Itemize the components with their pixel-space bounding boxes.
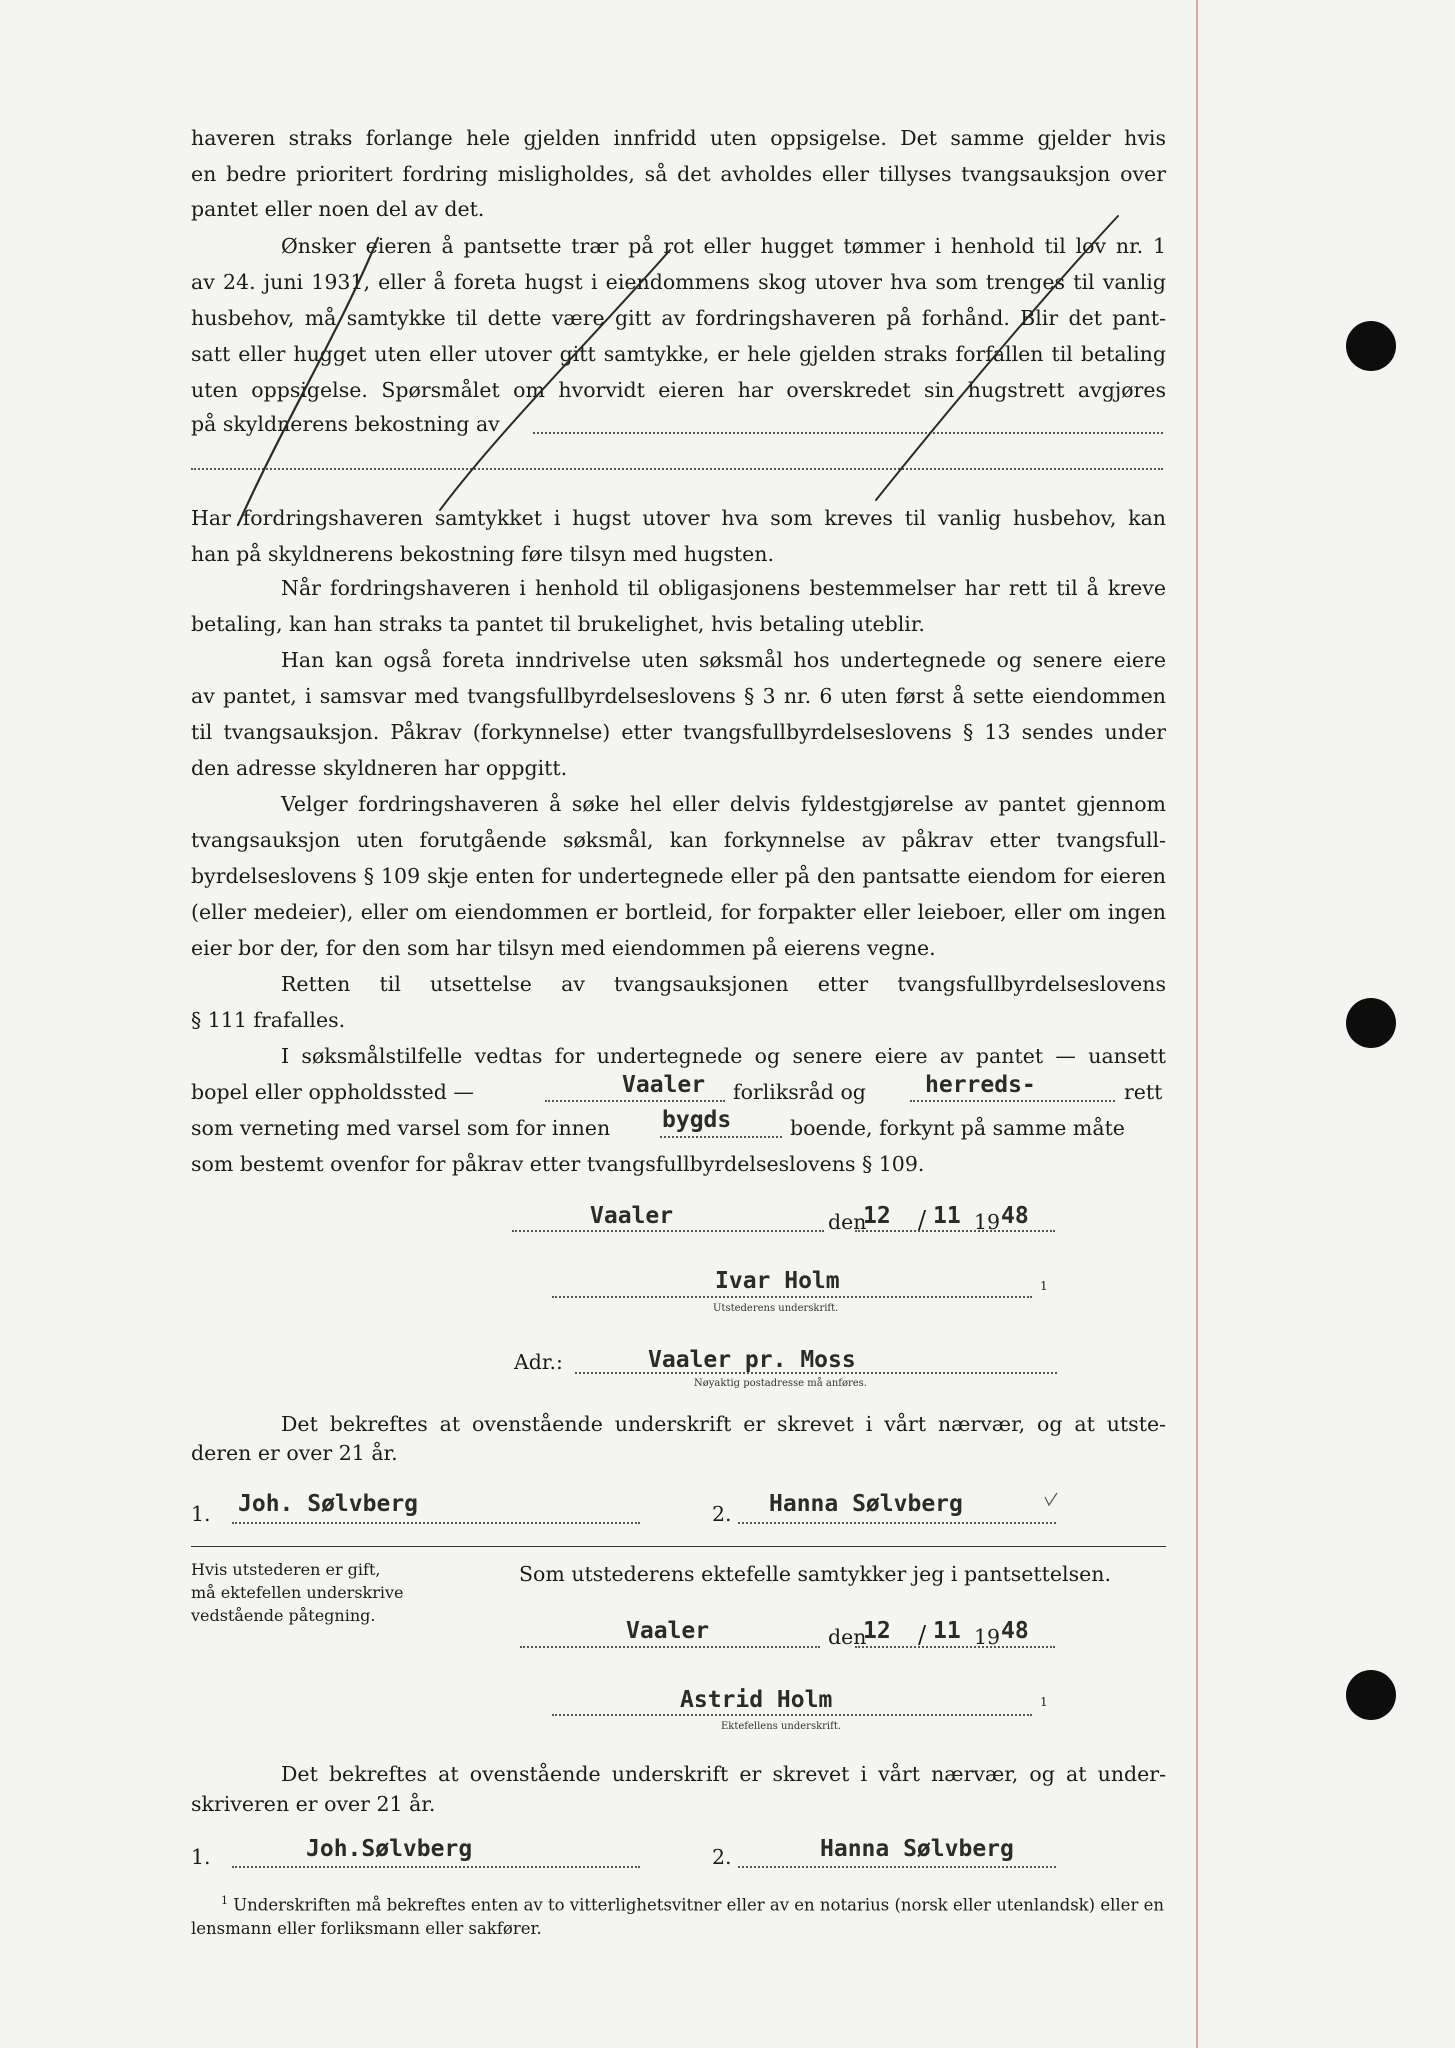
spouse-note-line: må ektefellen underskrive <box>191 1583 404 1602</box>
body-line: den adresse skyldneren har oppgitt. <box>191 756 568 780</box>
address-caption: Nøyaktig postadresse må anføres. <box>694 1378 867 1389</box>
witness-text: skriveren er over 21 år. <box>191 1792 436 1816</box>
body-line: han på skyldnerens bekostning føre tilsyn med hugsten. <box>191 542 774 566</box>
typed-year: 48 <box>1001 1618 1029 1644</box>
issuer-name: Ivar Holm <box>715 1268 840 1294</box>
body-line: Retten til utsettelse av tvangsauksjonen etter tvangsfullbyrdelseslovens <box>281 972 1166 996</box>
typed-year: 48 <box>1001 1203 1029 1229</box>
typed-day: 12 <box>863 1203 891 1229</box>
typed-place: Vaaler <box>626 1618 710 1644</box>
typed-court-type: herreds- <box>925 1072 1036 1098</box>
body-line: av 24. juni 1931, eller å foreta hugst i eiendommens skog utover hva som trenges til vanlig <box>191 270 1166 294</box>
body-line: byrdelseslovens § 109 skje enten for undertegnede eller på den pantsatte eiendom for eieren <box>191 864 1166 888</box>
body-line: Har fordringshaveren samtykket i hugst utover hva som kreves til vanlig husbehov, kan <box>191 506 1166 530</box>
typed-month: 11 <box>933 1618 961 1644</box>
witness-name: Joh. Sølvberg <box>238 1491 419 1517</box>
spouse-caption: Ektefellens underskrift. <box>721 1721 842 1732</box>
witness-text: deren er over 21 år. <box>191 1441 398 1465</box>
body-line: på skyldnerens bekostning av <box>191 412 500 436</box>
spouse-note-line: Hvis utstederen er gift, <box>191 1560 381 1579</box>
witness-name: Hanna Sølvberg <box>820 1836 1014 1862</box>
body-line: pantet eller noen del av det. <box>191 197 485 221</box>
footnote-mark: 1 <box>1040 1279 1048 1293</box>
spouse-name: Astrid Holm <box>680 1687 833 1713</box>
date-slash: / <box>918 1621 927 1649</box>
year-prefix: 19 <box>974 1625 1001 1649</box>
typed-place: Vaaler <box>590 1203 674 1229</box>
body-line: § 111 frafalles. <box>191 1008 346 1032</box>
body-line: satt eller hugget uten eller utover gitt samtykke, er hele gjelden straks forfallen til betaling <box>191 342 1166 366</box>
witness-text: Det bekreftes at ovenstående underskrift er skrevet i vårt nærvær, og at utste- <box>281 1412 1166 1436</box>
spouse-note-line: vedstående påtegning. <box>191 1606 376 1625</box>
body-line: av pantet, i samsvar med tvangsfullbyrdelseslovens § 3 nr. 6 uten først å sette eiendommen <box>191 684 1166 708</box>
venue-text: rett <box>1124 1080 1163 1104</box>
typed-bygd: bygds <box>662 1107 732 1133</box>
typed-month: 11 <box>933 1203 961 1229</box>
venue-text: som bestemt ovenfor for påkrav etter tvangsfullbyrdelseslovens § 109. <box>191 1152 925 1176</box>
footnote-mark: 1 <box>1040 1695 1048 1709</box>
date-label: den <box>828 1625 867 1649</box>
body-line: betaling, kan han straks ta pantet til brukelighet, hvis betaling uteblir. <box>191 612 925 636</box>
witness-number: 1. <box>191 1502 211 1526</box>
venue-text: forliksråd og <box>733 1080 866 1104</box>
body-line: (eller medeier), eller om eiendommen er bortleid, for forpakter eller leieboer, eller om ingen <box>191 900 1166 924</box>
body-line: haveren straks forlange hele gjelden innfridd uten oppsigelse. Det samme gjelder hvis <box>191 126 1166 150</box>
body-line: Velger fordringshaveren å søke hel eller delvis fyldestgjørelse av pantet gjennom <box>281 792 1166 816</box>
witness-number: 2. <box>712 1502 732 1526</box>
witness-text: Det bekreftes at ovenstående underskrift er skrevet i vårt nærvær, og at under- <box>281 1762 1166 1786</box>
venue-text: boende, forkynt på samme måte <box>790 1116 1125 1140</box>
witness-number: 2. <box>712 1845 732 1869</box>
typed-day: 12 <box>863 1618 891 1644</box>
body-line: uten oppsigelse. Spørsmålet om hvorvidt eieren har overskredet sin hugstrett avgjøres <box>191 378 1166 402</box>
body-line: Når fordringshaveren i henhold til obligasjonens bestemmelser har rett til å kreve <box>281 576 1166 600</box>
witness-number: 1. <box>191 1845 211 1869</box>
typed-address: Vaaler pr. Moss <box>648 1347 856 1373</box>
year-prefix: 19 <box>974 1210 1001 1234</box>
footnote-text: Underskriften må bekreftes enten av to vitterlighetsvitner eller av en notarius (norsk eller utenlandsk) eller en lensmann eller forliksmann eller sakfører. <box>191 1895 1164 1939</box>
body-line: I søksmålstilfelle vedtas for undertegnede og senere eiere av pantet — uansett <box>281 1044 1166 1068</box>
typed-court-place: Vaaler <box>622 1072 706 1098</box>
date-slash: / <box>918 1206 927 1234</box>
body-line: Han kan også foreta inndrivelse uten søksmål hos undertegnede og senere eiere <box>281 648 1166 672</box>
body-line: husbehov, må samtykke til dette være gitt av fordringshaveren på forhånd. Blir det pant- <box>191 306 1166 330</box>
issuer-caption: Utstederens underskrift. <box>713 1303 839 1314</box>
witness-name: Joh.Sølvberg <box>306 1836 473 1862</box>
body-line: eier bor der, for den som har tilsyn med eiendommen på eierens vegne. <box>191 936 936 960</box>
body-line: tvangsauksjon uten forutgående søksmål, kan forkynnelse av påkrav etter tvangsfull- <box>191 828 1166 852</box>
footnote-mark: 1 <box>221 1894 228 1907</box>
body-line: en bedre prioritert fordring misligholdes, så det avholdes eller tillyses tvangsauksjon over <box>191 162 1166 186</box>
address-label: Adr.: <box>514 1350 563 1374</box>
body-line: Ønsker eieren å pantsette trær på rot eller hugget tømmer i henhold til lov nr. 1 <box>281 234 1166 258</box>
body-line: til tvangsauksjon. Påkrav (forkynnelse) etter tvangsfullbyrdelseslovens § 13 sendes under <box>191 720 1166 744</box>
venue-text: som verneting med varsel som for innen <box>191 1116 611 1140</box>
venue-text: bopel eller oppholdssted — <box>191 1080 474 1104</box>
consent-text: Som utstederens ektefelle samtykker jeg i pantsettelsen. <box>519 1562 1111 1586</box>
witness-name: Hanna Sølvberg <box>769 1491 963 1517</box>
date-label: den <box>828 1210 867 1234</box>
